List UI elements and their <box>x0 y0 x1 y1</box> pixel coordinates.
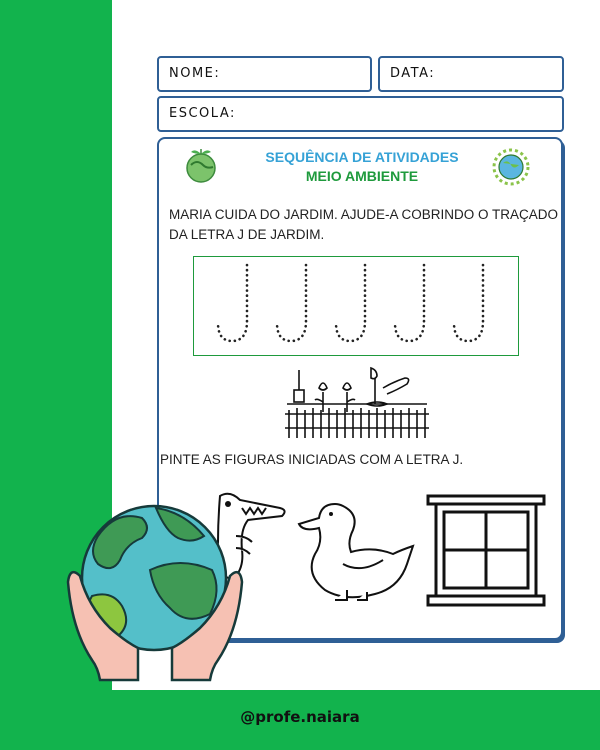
name-field[interactable] <box>157 56 372 92</box>
trace-letter-j-2 <box>277 265 306 341</box>
trace-letter-j-3 <box>336 265 365 341</box>
letter-trace-box[interactable] <box>193 256 519 356</box>
date-field[interactable] <box>378 56 564 92</box>
title-line-2: MEIO AMBIENTE <box>305 168 419 184</box>
trace-instruction: MARIA CUIDA DO JARDIM. AJUDE-A COBRINDO O TRAÇADO DA LETRA J DE JARDIM. <box>169 207 559 242</box>
school-label: ESCOLA: <box>169 106 236 121</box>
name-label: NOME: <box>169 66 221 81</box>
school-field[interactable] <box>157 96 564 132</box>
duck-figure[interactable] <box>297 494 419 606</box>
date-label: DATA: <box>390 66 436 81</box>
trace-letter-j-4 <box>395 265 424 341</box>
trace-letter-j-1 <box>218 265 247 341</box>
letter-j-tracing-area[interactable] <box>194 257 520 357</box>
color-instruction: PINTE AS FIGURAS INICIADAS COM A LETRA J. <box>160 452 464 467</box>
author-handle: @profe.naiara <box>240 708 360 726</box>
trace-letter-j-5 <box>454 265 483 341</box>
window-figure[interactable] <box>426 494 546 608</box>
earth-in-hands-figure <box>58 500 254 690</box>
garden-illustration <box>283 364 431 439</box>
title-line-1: SEQUÊNCIA DE ATIVIDADES <box>265 149 459 165</box>
